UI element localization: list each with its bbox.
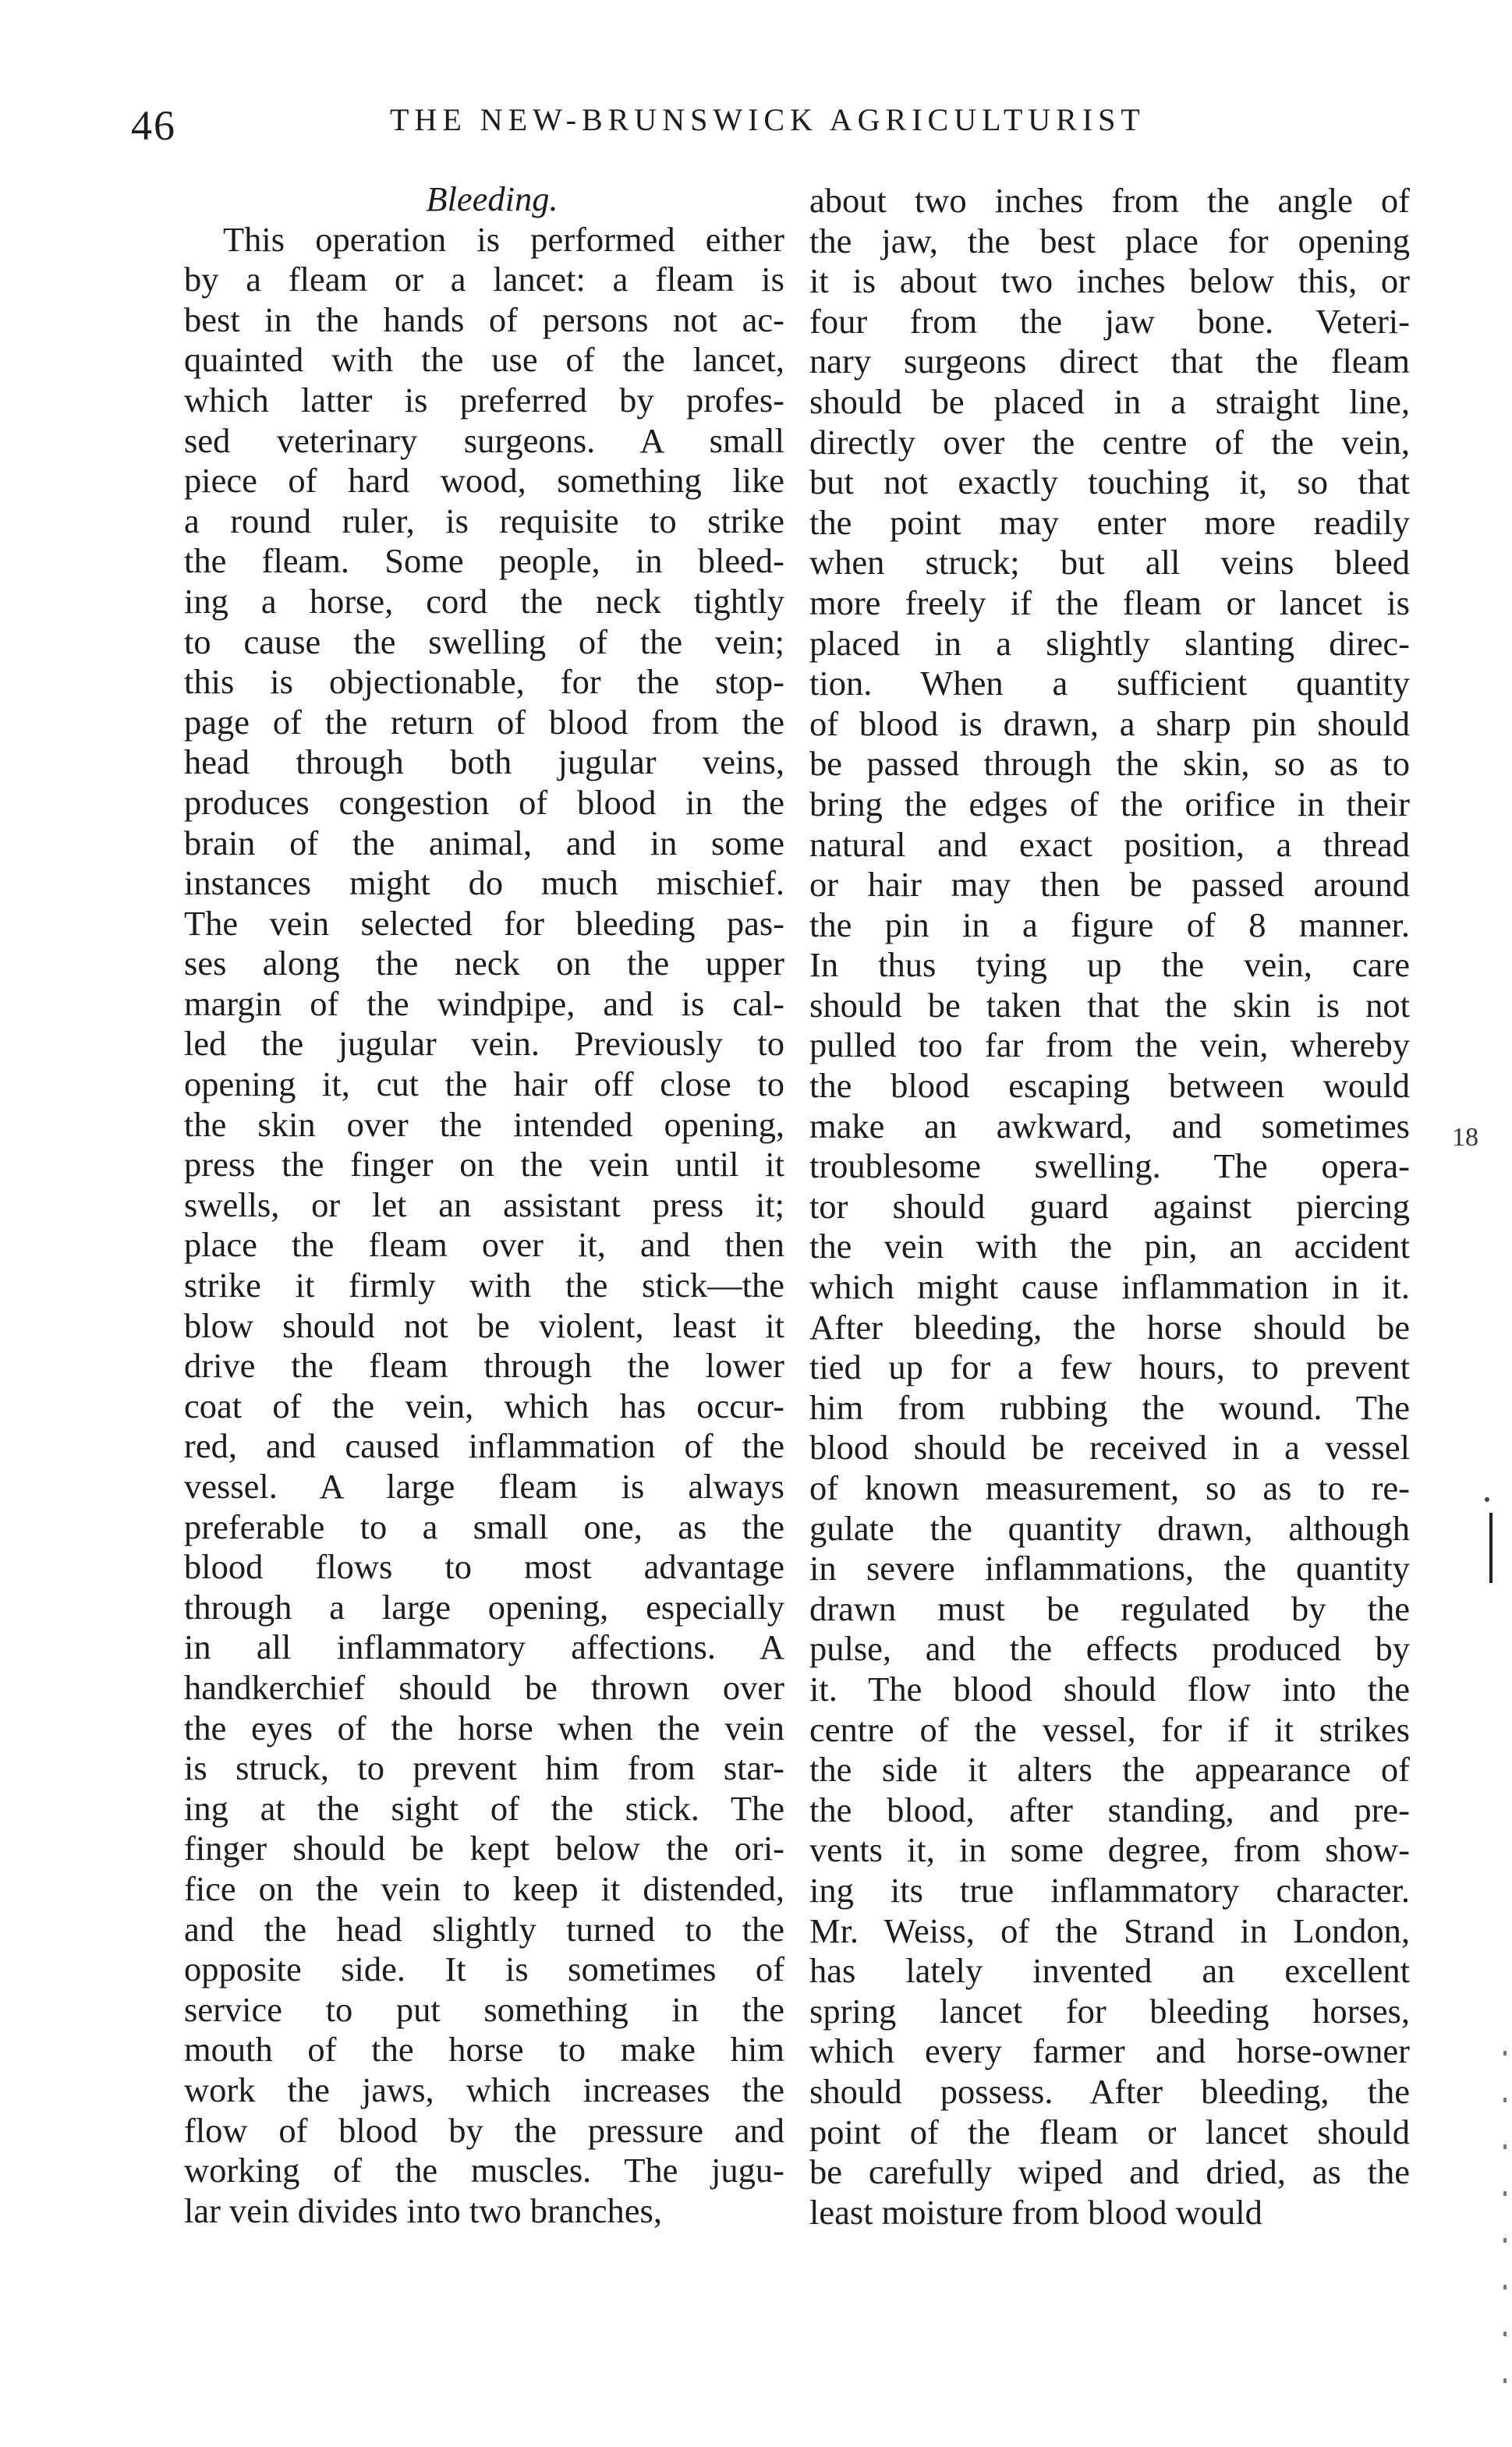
text-line: directly over the centre of the vein, [809, 422, 1410, 462]
text-line: the side it alters the appearance of [809, 1750, 1410, 1790]
text-line: tor should guard against piercing [809, 1186, 1410, 1226]
text-line: red, and caused inflammation of the [184, 1426, 784, 1466]
text-line: pulse, and the effects produced by [809, 1629, 1410, 1669]
text-line: of blood is drawn, a sharp pin should [809, 703, 1410, 743]
section-title: Bleeding. [426, 179, 558, 218]
text-line: brain of the animal, and in some [184, 823, 784, 862]
text-line: preferable to a small one, as the [184, 1507, 784, 1546]
text-line: is struck, to prevent him from star- [184, 1748, 784, 1788]
text-line: drawn must be regulated by the [809, 1588, 1410, 1628]
text-line: the blood, after standing, and pre- [809, 1790, 1410, 1829]
text-line: natural and exact position, a thread [809, 824, 1410, 864]
text-line: which latter is preferred by profes- [184, 380, 784, 420]
text-line: drive the fleam through the lower [184, 1346, 784, 1386]
text-line: page of the return of blood from the [184, 702, 784, 742]
text-line: the skin over the intended opening, [184, 1104, 784, 1144]
text-line: has lately invented an excellent [809, 1951, 1410, 1991]
text-line: handkerchief should be thrown over [184, 1667, 784, 1707]
text-line: led the jugular vein. Previously to [184, 1024, 784, 1064]
text-line: of known measurement, so as to re- [809, 1468, 1410, 1507]
text-line: should be placed in a straight line, [809, 381, 1410, 421]
text-line: produces congestion of blood in the [184, 782, 784, 822]
text-line: in all inflammatory affections. A [184, 1627, 784, 1667]
text-line: tion. When a sufficient quantity [809, 664, 1410, 703]
text-line: ses along the neck on the upper [184, 944, 784, 983]
text-line: four from the jaw bone. Veteri- [809, 301, 1410, 341]
text-line: blow should not be violent, least it [184, 1305, 784, 1345]
text-line: and the head slightly turned to the [184, 1909, 784, 1949]
text-line: vents it, in some degree, from show- [809, 1830, 1410, 1870]
text-line: centre of the vessel, for if it strikes [809, 1709, 1410, 1749]
page-number: 46 [131, 102, 176, 149]
text-line: point of the fleam or lancet should [809, 2112, 1410, 2151]
text-line: finger should be kept below the ori- [184, 1829, 784, 1868]
text-line: swells, or let an assistant press it; [184, 1185, 784, 1224]
text-line: margin of the windpipe, and is cal- [184, 983, 784, 1023]
text-line: In thus tying up the vein, care [809, 945, 1410, 985]
text-line: the blood escaping between would [809, 1066, 1410, 1106]
text-line: opposite side. It is sometimes of [184, 1949, 784, 1989]
text-line: the vein with the pin, an accident [809, 1227, 1410, 1266]
text-line: working of the muscles. The jugu- [184, 2151, 784, 2190]
text-line: After bleeding, the horse should be [809, 1307, 1410, 1347]
text-line: or hair may then be passed around [809, 865, 1410, 905]
text-line: vessel. A large fleam is always [184, 1467, 784, 1506]
text-line: gulate the quantity drawn, although [809, 1508, 1410, 1548]
text-line: through a large opening, especially [184, 1587, 784, 1627]
text-line: placed in a slightly slanting direc- [809, 623, 1410, 663]
text-line: it is about two inches below this, or [809, 261, 1410, 301]
text-line: be carefully wiped and dried, as the [809, 2152, 1410, 2192]
text-line: make an awkward, and sometimes [809, 1106, 1410, 1146]
text-line: the eyes of the horse when the vein [184, 1708, 784, 1748]
margin-dot [1485, 1497, 1489, 1502]
text-line: least moisture from blood would [809, 2192, 1262, 2232]
text-line: piece of hard wood, something like [184, 461, 784, 501]
text-line: best in the hands of persons not ac- [184, 299, 784, 339]
text-line: nary surgeons direct that the fleam [809, 342, 1410, 381]
text-line: a round ruler, is requisite to strike [184, 501, 784, 540]
text-line: be passed through the skin, so as to [809, 744, 1410, 784]
text-line: lar vein divides into two branches, [184, 2190, 662, 2230]
text-line: the fleam. Some people, in bleed- [184, 541, 784, 581]
text-line: strike it firmly with the stick—the [184, 1266, 784, 1305]
left-column [184, 179, 784, 2231]
text-line: tied up for a few hours, to prevent [809, 1347, 1410, 1387]
text-line: when struck; but all veins bleed [809, 543, 1410, 583]
margin-annotation: 18 [1452, 1123, 1478, 1152]
text-line: more freely if the fleam or lancet is [809, 583, 1410, 622]
text-line: mouth of the horse to make him [184, 2030, 784, 2070]
text-line: coat of the vein, which has occur- [184, 1386, 784, 1425]
text-line: fice on the vein to keep it distended, [184, 1868, 784, 1908]
page-edge-marks [1503, 2051, 1507, 2425]
text-line: this is objectionable, for the stop- [184, 662, 784, 702]
text-line: him from rubbing the wound. The [809, 1387, 1410, 1427]
text-line: ing at the sight of the stick. The [184, 1788, 784, 1828]
text-line: flow of blood by the pressure and [184, 2110, 784, 2150]
text-line: press the finger on the vein until it [184, 1145, 784, 1185]
text-line: blood flows to most advantage [184, 1547, 784, 1587]
text-line: Mr. Weiss, of the Strand in London, [809, 1911, 1410, 1950]
text-line: This operation is performed either [223, 219, 784, 259]
text-line: should possess. After bleeding, the [809, 2071, 1410, 2111]
text-line: quainted with the use of the lancet, [184, 340, 784, 380]
text-line: should be taken that the skin is not [809, 985, 1410, 1025]
text-line: about two inches from the angle of [809, 181, 1410, 220]
text-line: in severe inflammations, the quantity [809, 1549, 1410, 1588]
text-line: service to put something in the [184, 1989, 784, 2029]
text-line: ing a horse, cord the neck tightly [184, 581, 784, 621]
text-line: instances might do much mischief. [184, 863, 784, 903]
text-line: blood should be received in a vessel [809, 1428, 1410, 1468]
text-line: which might cause inflammation in it. [809, 1267, 1410, 1307]
text-line: spring lancet for bleeding horses, [809, 1991, 1410, 2031]
text-line: to cause the swelling of the vein; [184, 621, 784, 661]
text-line: it. The blood should flow into the [809, 1669, 1410, 1709]
text-line: troublesome swelling. The opera- [809, 1146, 1410, 1186]
text-line: the jaw, the best place for opening [809, 221, 1410, 260]
text-line: by a fleam or a lancet: a fleam is [184, 260, 784, 299]
text-line: work the jaws, which increases the [184, 2070, 784, 2109]
right-column [809, 181, 1410, 2233]
margin-rule [1489, 1513, 1493, 1583]
text-line: the point may enter more readily [809, 502, 1410, 542]
text-line: ing its true inflammatory character. [809, 1870, 1410, 1910]
text-line: which every farmer and horse-owner [809, 2031, 1410, 2071]
text-line: bring the edges of the orifice in their [809, 784, 1410, 823]
text-line: pulled too far from the vein, whereby [809, 1025, 1410, 1065]
running-head: THE NEW-BRUNSWICK AGRICULTURIST [390, 102, 1146, 137]
text-line: sed veterinary surgeons. A small [184, 420, 784, 460]
text-line: place the fleam over it, and then [184, 1225, 784, 1265]
text-line: The vein selected for bleeding pas- [184, 903, 784, 943]
text-line: opening it, cut the hair off close to [184, 1064, 784, 1104]
text-line: head through both jugular veins, [184, 742, 784, 782]
text-line: the pin in a figure of 8 manner. [809, 905, 1410, 944]
text-line: but not exactly touching it, so that [809, 462, 1410, 502]
